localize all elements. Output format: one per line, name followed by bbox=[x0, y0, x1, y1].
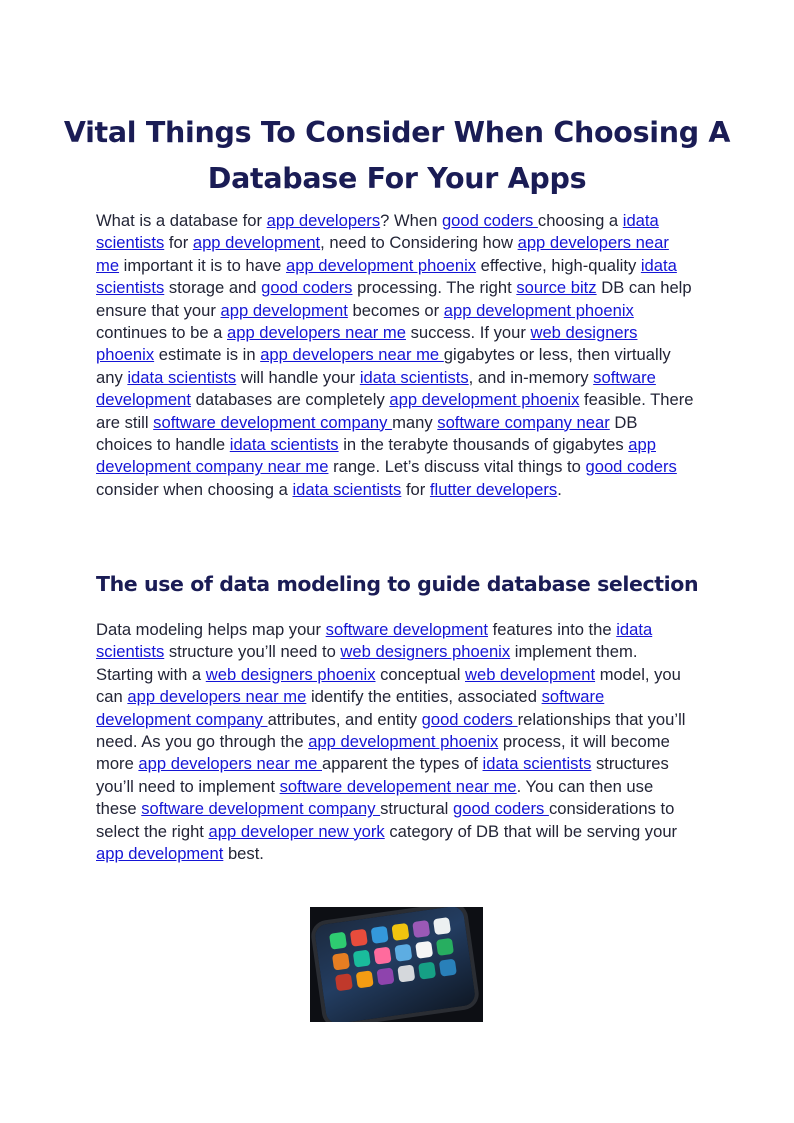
inline-link[interactable]: good coders bbox=[585, 457, 677, 477]
inline-link[interactable]: flutter developers bbox=[429, 479, 558, 499]
body-text: identify the entities, associated bbox=[306, 687, 542, 707]
inline-link[interactable]: software development company bbox=[153, 412, 393, 432]
phone-icon bbox=[314, 907, 476, 1022]
body-text: DB choices to handle bbox=[96, 412, 638, 455]
inline-link[interactable]: app development phoenix bbox=[389, 390, 580, 410]
body-text: important it is to have bbox=[119, 255, 286, 275]
inline-link[interactable]: idata scientists bbox=[229, 435, 339, 455]
inline-link[interactable]: web designers phoenix bbox=[205, 664, 376, 684]
inline-link[interactable]: software developement near me bbox=[279, 776, 517, 796]
app-icon bbox=[356, 970, 374, 988]
body-text: databases are completely bbox=[191, 390, 390, 410]
inline-link[interactable]: software development bbox=[325, 620, 489, 639]
body-text: DB can help ensure that your bbox=[96, 278, 692, 320]
inline-link[interactable]: app development bbox=[192, 233, 321, 253]
inline-link[interactable]: software development bbox=[96, 367, 656, 410]
inline-link[interactable]: idata scientists bbox=[96, 620, 653, 662]
body-text: considerations to select the right bbox=[96, 799, 675, 841]
app-icon bbox=[415, 941, 433, 959]
body-text: relationships that you’ll need. As you go through the bbox=[96, 709, 686, 752]
inline-link[interactable]: app developer new york bbox=[208, 821, 385, 841]
inline-link[interactable]: app developers near me bbox=[96, 233, 669, 275]
body-text: structural bbox=[380, 799, 453, 819]
body-text: structures you’ll need to implement bbox=[96, 754, 669, 796]
inline-link[interactable]: idata scientists bbox=[482, 754, 592, 774]
body-text: in the terabyte thousands of gigabytes bbox=[338, 435, 629, 455]
app-icon bbox=[412, 920, 430, 938]
inline-link[interactable]: app development bbox=[96, 844, 224, 864]
body-text: estimate is in bbox=[154, 345, 261, 365]
inline-link[interactable]: app development phoenix bbox=[308, 732, 499, 752]
inline-link[interactable]: software company near bbox=[437, 412, 610, 432]
inline-link[interactable]: web designers phoenix bbox=[340, 642, 511, 662]
body-text: . You can then use these bbox=[96, 776, 654, 819]
body-text: many bbox=[392, 412, 438, 432]
intro-paragraph bbox=[96, 210, 696, 501]
body-text: . bbox=[557, 479, 562, 499]
body-text: , need to Considering how bbox=[320, 233, 518, 253]
app-icon bbox=[418, 962, 436, 980]
app-icon bbox=[335, 973, 353, 991]
inline-link[interactable]: app developers near me bbox=[127, 687, 307, 707]
body-text: storage and bbox=[164, 278, 262, 298]
inline-link[interactable]: app developers near me bbox=[227, 323, 406, 343]
app-icon bbox=[371, 926, 389, 944]
inline-link[interactable]: idata scientists bbox=[96, 211, 659, 253]
inline-link[interactable]: app development phoenix bbox=[286, 255, 477, 275]
app-icon bbox=[436, 938, 454, 956]
body-text: What is a database for bbox=[96, 211, 267, 230]
body-text: conceptual bbox=[375, 664, 465, 684]
body-text: Data modeling helps map your bbox=[96, 620, 326, 639]
section-heading: The use of data modeling to guide database selection bbox=[96, 572, 699, 596]
app-icon bbox=[329, 932, 347, 950]
body-text: consider when choosing a bbox=[96, 479, 293, 499]
inline-link[interactable]: good coders bbox=[421, 709, 518, 729]
app-icon bbox=[350, 929, 368, 947]
body-text: gigabytes or less, then virtually any bbox=[96, 345, 671, 387]
inline-link[interactable]: software development company bbox=[141, 799, 381, 819]
inline-link[interactable]: web designers phoenix bbox=[96, 323, 638, 365]
inline-link[interactable]: idata scientists bbox=[359, 367, 469, 387]
app-icon bbox=[376, 967, 394, 985]
body-text: ? When bbox=[380, 211, 442, 230]
body-text: , and in-memory bbox=[468, 367, 594, 387]
app-icon bbox=[332, 952, 350, 970]
body-text: best. bbox=[223, 844, 264, 864]
page-title: Vital Things To Consider When Choosing A Database For Your Apps bbox=[63, 116, 731, 195]
body-text: will handle your bbox=[236, 367, 360, 387]
app-icon bbox=[394, 944, 412, 962]
body-text: category of DB that will be serving your bbox=[384, 821, 678, 841]
inline-link[interactable]: app developers near me bbox=[138, 754, 322, 774]
smartphone-photo bbox=[310, 907, 483, 1022]
app-icon bbox=[433, 917, 451, 935]
inline-link[interactable]: good coders bbox=[261, 278, 353, 298]
body-text: process, it will become more bbox=[96, 732, 670, 774]
body-text: success. If your bbox=[405, 323, 531, 343]
body-text: apparent the types of bbox=[322, 754, 483, 774]
body-text: feasible. There are still bbox=[96, 390, 694, 432]
app-icon bbox=[353, 950, 371, 968]
inline-link[interactable]: idata scientists bbox=[96, 255, 677, 298]
app-icon bbox=[374, 947, 392, 965]
body-text: processing. The right bbox=[352, 278, 517, 298]
body-text: continues to be a bbox=[96, 323, 227, 343]
inline-link[interactable]: app developers bbox=[266, 211, 381, 230]
inline-link[interactable]: good coders bbox=[441, 211, 538, 230]
body-text: for bbox=[164, 233, 193, 253]
inline-link[interactable]: idata scientists bbox=[127, 367, 237, 387]
inline-link[interactable]: good coders bbox=[452, 799, 549, 819]
inline-link[interactable]: app development bbox=[220, 300, 348, 320]
body-text: becomes or bbox=[347, 300, 444, 320]
inline-link[interactable]: source bitz bbox=[516, 278, 597, 298]
body-text: for bbox=[401, 479, 430, 499]
app-icon bbox=[397, 964, 415, 982]
inline-link[interactable]: app developers near me bbox=[260, 345, 444, 365]
body-text: effective, high-quality bbox=[476, 255, 641, 275]
app-icon bbox=[391, 923, 409, 941]
inline-link[interactable]: app development phoenix bbox=[443, 300, 634, 320]
body-text: features into the bbox=[488, 620, 617, 639]
app-icon bbox=[439, 959, 457, 977]
inline-link[interactable]: idata scientists bbox=[292, 479, 402, 499]
body-text: attributes, and entity bbox=[267, 709, 422, 729]
section-paragraph bbox=[96, 619, 696, 865]
inline-link[interactable]: software development company bbox=[96, 687, 605, 729]
body-text: choosing a bbox=[537, 211, 623, 230]
body-text: structure you’ll need to bbox=[164, 642, 341, 662]
body-text: implement them. Starting with a bbox=[96, 642, 638, 684]
body-text: model, you can bbox=[96, 664, 681, 707]
inline-link[interactable]: app development company near me bbox=[96, 435, 656, 477]
body-text: range. Let’s discuss vital things to bbox=[328, 457, 586, 477]
inline-link[interactable]: web development bbox=[465, 664, 596, 684]
